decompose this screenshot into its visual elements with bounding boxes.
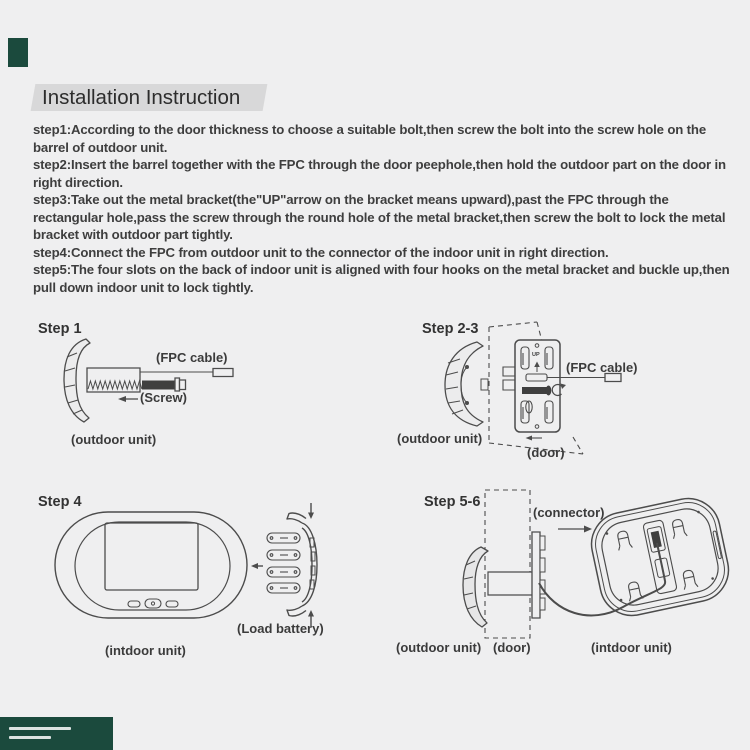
cover-top-flange: [287, 513, 306, 523]
rotation-arrow-head: [561, 384, 567, 390]
watermark-text-line: [9, 736, 51, 739]
screw-arrow-head: [118, 396, 126, 402]
step4-diagram-title: Step 4: [38, 494, 82, 510]
page-title: Installation Instruction: [42, 86, 241, 109]
bracket-screw-head: [546, 386, 552, 396]
barrel-tab-lower: [503, 380, 515, 390]
unit-rear-tab: [481, 379, 488, 390]
step-4-text: step4:Connect the FPC from outdoor unit to the connector of the indoor unit in right direction.: [33, 244, 609, 260]
watermark-text-line: [9, 727, 71, 730]
step-2-text: step2:Insert the barrel together with the FPC through the door peephole,then hold the outdoor part on the door in right direction.: [33, 157, 726, 190]
bracket-hooks: [540, 536, 545, 610]
barrel-tab-upper: [503, 367, 515, 376]
bracket-up-label: UP: [532, 352, 540, 358]
step-1-text: step1:According to the door thickness to choose a suitable bolt,then screw the bolt into the screw hole on the barrel of outdoor unit.: [33, 122, 706, 155]
step56-door-label: (door): [493, 640, 531, 655]
step56-outdoor-unit-label: (outdoor unit): [396, 640, 482, 655]
battery-cover: [302, 523, 317, 606]
step23-outdoor-unit-label: (outdoor unit): [397, 431, 483, 446]
batteries: [267, 533, 300, 593]
step56-connector-label: (connector): [533, 505, 605, 520]
door-dashed-outline: [485, 490, 530, 638]
step1-outdoor-unit-label: (outdoor unit): [71, 432, 157, 447]
insert-arrow-head: [251, 563, 258, 569]
button-left: [128, 601, 140, 607]
button-right: [166, 601, 178, 607]
cover-arrow-bottom-head: [308, 610, 314, 617]
indoor-unit-outer: [55, 512, 247, 618]
indoor-unit-inner: [75, 522, 230, 610]
outdoor-unit-shape: [445, 342, 483, 426]
instruction-steps: [33, 121, 738, 296]
screw-head-cap: [180, 380, 186, 390]
bracket-plate: [532, 532, 540, 618]
step56-diagram-title: Step 5-6: [424, 494, 481, 510]
bracket-screw: [522, 387, 547, 394]
step56-indoor-unit-label: (intdoor unit): [591, 640, 672, 655]
brand-watermark-bar: [0, 717, 113, 750]
connector-arrow-head: [584, 526, 592, 533]
cover-arrow-top-head: [308, 513, 314, 520]
step4-load-battery-label: (Load battery): [237, 621, 324, 636]
cover-bottom-flange: [287, 606, 306, 616]
step-3-text: step3:Take out the metal bracket(the"UP"arrow on the bracket means upward),past the FPC through the rectangular hole,pass the screw through the round hole of the metal bracket,then screw the bolt to lock the metal bracket with outdoor part tightly.: [33, 192, 726, 242]
screw-shaft: [142, 381, 175, 390]
barrel: [488, 572, 534, 595]
step23-door-label: (door): [527, 445, 565, 460]
button-middle: [145, 599, 161, 608]
step1-screw-label: (Screw): [140, 390, 187, 405]
brand-watermark-badge: [8, 38, 28, 67]
outdoor-unit-shape: [463, 547, 488, 627]
screen: [105, 523, 198, 590]
bottom-arrow-head: [526, 436, 533, 441]
button-middle-dot: [151, 602, 154, 605]
step1-fpc-cable-label: (FPC cable): [156, 350, 228, 365]
step4-indoor-unit-label: (intdoor unit): [105, 643, 186, 658]
step23-fpc-cable-label: (FPC cable): [566, 360, 638, 375]
step1-diagram-title: Step 1: [38, 321, 82, 337]
fpc-connector-end: [213, 369, 233, 377]
outdoor-unit-shape: [64, 339, 90, 422]
step23-diagram-title: Step 2-3: [422, 321, 479, 337]
step4-diagram-art: [30, 490, 350, 665]
step-5-text: step5:The four slots on the back of indoor unit is aligned with four hooks on the metal bracket and buckle up,then pull down indoor unit to lock tightly.: [33, 262, 730, 295]
